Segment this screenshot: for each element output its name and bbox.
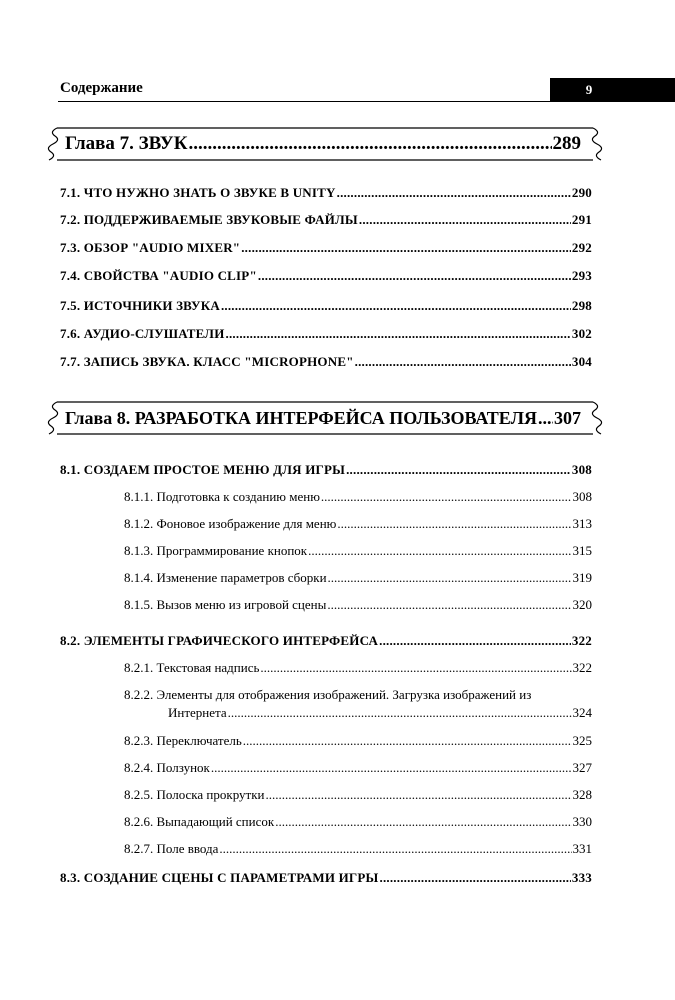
toc-entry-label: 8.2. ЭЛЕМЕНТЫ ГРАФИЧЕСКОГО ИНТЕРФЕЙСА [60,633,379,648]
toc-subentry[interactable] [124,733,592,751]
leader-dots [228,705,572,721]
toc-subentry[interactable] [124,597,592,615]
chapter-7-heading[interactable] [45,124,603,164]
toc-subentry-page: 327 [572,760,592,775]
toc-entry-label: 7.6. АУДИО-СЛУШАТЕЛИ [60,326,225,341]
toc-subentry-label: 8.1.4. Изменение параметров сборки [124,570,327,585]
toc-entry[interactable] [60,185,592,203]
toc-subentry[interactable] [124,841,592,859]
running-header-title: Содержание [60,80,143,96]
toc-subentry-label: 8.2.3. Переключатель [124,733,242,748]
toc-subentry-page: 324 [572,705,592,720]
toc-entry-label: 7.7. ЗАПИСЬ ЗВУКА. КЛАСС "MICROPHONE" [60,354,354,369]
toc-entry-label: 7.4. СВОЙСТВА "AUDIO CLIP" [60,268,257,283]
toc-entry[interactable] [60,326,592,344]
toc-subentry-page: 331 [572,841,592,856]
toc-entry-page: 290 [571,185,592,200]
leader-dots [258,268,571,284]
leader-dots [328,570,572,586]
header-rule [58,101,592,102]
toc-subentry-label: 8.1.2. Фоновое изображение для меню [124,516,337,531]
toc-entry-label: 8.1. СОЗДАЕМ ПРОСТОЕ МЕНЮ ДЛЯ ИГРЫ [60,462,346,477]
toc-subentry-page: 322 [572,660,592,675]
toc-entry[interactable] [60,298,592,316]
toc-subentry-label-continued: Интернета [168,705,227,720]
toc-entry-page: 298 [571,298,592,313]
toc-entry-page: 292 [571,240,592,255]
leader-dots [379,633,571,649]
toc-subentry-label: 8.1.1. Подготовка к созданию меню [124,489,320,504]
leader-dots [219,841,571,857]
toc-entry[interactable] [60,633,592,651]
toc-subentry[interactable] [124,814,592,832]
leader-dots [380,870,571,886]
toc-subentry[interactable] [124,687,592,723]
toc-entry[interactable] [60,462,592,480]
leader-dots [266,787,572,803]
leader-dots [355,354,571,370]
leader-dots [327,597,571,613]
toc-subentry-label: 8.1.5. Вызов меню из игровой сцены [124,597,327,612]
leader-dots [321,489,572,505]
toc-entry[interactable] [60,212,592,230]
toc-subentry-label: 8.2.2. Элементы для отображения изображений. Загрузка изображений из [124,687,532,702]
chapter-page: 289 [552,133,581,154]
chapter-title: Глава 8. РАЗРАБОТКА ИНТЕРФЕЙСА ПОЛЬЗОВАТЕЛЯ [65,407,537,428]
toc-subentry[interactable] [124,570,592,588]
leader-dots [308,543,571,559]
toc-subentry-page: 330 [572,814,592,829]
leader-dots [243,733,572,749]
leader-dots [241,240,571,256]
toc-subentry-page: 319 [572,570,592,585]
toc-subentry[interactable] [124,787,592,805]
toc-entry-page: 333 [571,870,592,885]
leader-dots [337,516,571,532]
toc-entry-label: 7.5. ИСТОЧНИКИ ЗВУКА [60,298,220,313]
toc-subentry-label: 8.2.5. Полоска прокрутки [124,787,265,802]
toc-entry-label: 7.3. ОБЗОР "AUDIO MIXER" [60,240,241,255]
toc-entry-page: 308 [571,462,592,477]
leader-dots [346,462,571,478]
toc-entry-label: 7.2. ПОДДЕРЖИВАЕМЫЕ ЗВУКОВЫЕ ФАЙЛЫ [60,212,358,227]
toc-subentry-page: 320 [572,597,592,612]
toc-entry-page: 304 [571,354,592,369]
toc-entry[interactable] [60,870,592,888]
toc-subentry-label: 8.2.4. Ползунок [124,760,210,775]
toc-subentry[interactable] [124,489,592,507]
toc-entry-label: 7.1. ЧТО НУЖНО ЗНАТЬ О ЗВУКЕ В UNITY [60,185,336,200]
toc-subentry-page: 328 [572,787,592,802]
chapter-page: 307 [554,407,581,428]
leader-dots [260,660,571,676]
toc-subentry[interactable] [124,516,592,534]
toc-subentry[interactable] [124,543,592,561]
leader-dots [337,185,571,201]
toc-subentry-label: 8.2.1. Текстовая надпись [124,660,260,675]
toc-subentry-label: 8.2.6. Выпадающий список [124,814,275,829]
toc-entry-page: 293 [571,268,592,283]
toc-subentry[interactable] [124,760,592,778]
toc-entry-label: 8.3. СОЗДАНИЕ СЦЕНЫ С ПАРАМЕТРАМИ ИГРЫ [60,870,379,885]
toc-entry[interactable] [60,240,592,258]
leader-dots [189,133,552,155]
toc-subentry-label: 8.1.3. Программирование кнопок [124,543,308,558]
page-number: 9 [585,82,593,97]
leader-dots [226,326,571,342]
toc-entry-page: 302 [571,326,592,341]
toc-entry[interactable] [60,354,592,372]
toc-subentry-page: 315 [572,543,592,558]
leader-dots [538,408,553,429]
toc-subentry-label: 8.2.7. Поле ввода [124,841,219,856]
toc-subentry-page: 308 [572,489,592,504]
leader-dots [275,814,571,830]
chapter-8-heading[interactable] [45,398,603,438]
toc-entry[interactable] [60,268,592,286]
toc-entry-page: 322 [571,633,592,648]
toc-entry-page: 291 [571,212,592,227]
toc-subentry-page: 325 [572,733,592,748]
chapter-title: Глава 7. ЗВУК [65,133,188,154]
toc-subentry[interactable] [124,660,592,678]
toc-subentry-page: 313 [572,516,592,531]
leader-dots [211,760,572,776]
leader-dots [221,298,571,314]
leader-dots [359,212,571,228]
